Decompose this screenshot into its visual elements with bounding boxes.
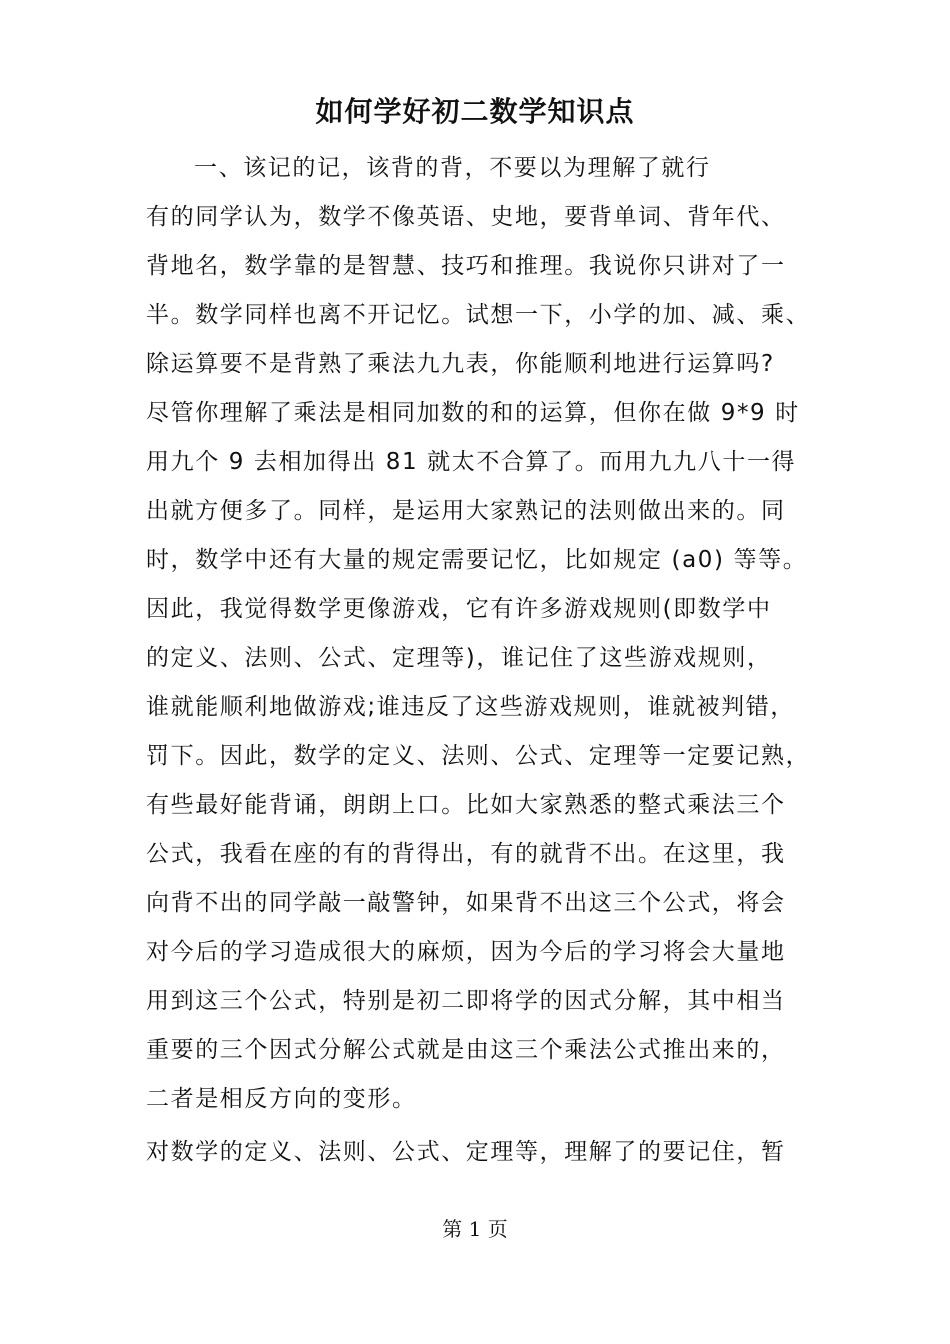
document-title: 如何学好初二数学知识点	[315, 95, 635, 128]
text-line: 重要的三个因式分解公式就是由这三个乘法公式推出来的，	[146, 1037, 786, 1063]
text-line: 向背不出的同学敲一敲警钟，如果背不出这三个公式，将会	[146, 890, 786, 916]
text-line: 半。数学同样也离不开记忆。试想一下，小学的加、减、乘、	[146, 302, 811, 328]
text-line: 二者是相反方向的变形。	[146, 1086, 417, 1112]
text-line: 有些最好能背诵，朗朗上口。比如大家熟悉的整式乘法三个	[146, 792, 786, 818]
text-line: 的定义、法则、公式、定理等)，谁记住了这些游戏规则，	[146, 645, 772, 671]
page-number: 第 1 页	[442, 1217, 508, 1241]
text-line: 对数学的定义、法则、公式、定理等，理解了的要记住，暂	[146, 1139, 786, 1165]
text-line: 时，数学中还有大量的规定需要记忆，比如规定 (a0) 等等。	[146, 547, 808, 573]
text-line: 用到这三个公式，特别是初二即将学的因式分解，其中相当	[146, 988, 786, 1014]
text-line: 除运算要不是背熟了乘法九九表，你能顺利地进行运算吗?	[146, 351, 775, 377]
section-heading: 一、该记的记，该背的背，不要以为理解了就行	[194, 155, 711, 181]
text-line: 因此，我觉得数学更像游戏，它有许多游戏规则(即数学中	[146, 596, 772, 622]
text-line: 有的同学认为，数学不像英语、史地，要背单词、背年代、	[146, 204, 786, 230]
text-line: 尽管你理解了乘法是相同加数的和的运算，但你在做 9*9 时	[146, 400, 800, 426]
text-line: 用九个 9 去相加得出 81 就太不合算了。而用九九八十一得	[146, 449, 797, 475]
text-line: 对今后的学习造成很大的麻烦，因为今后的学习将会大量地	[146, 939, 786, 965]
text-line: 罚下。因此，数学的定义、法则、公式、定理等一定要记熟，	[146, 743, 811, 769]
text-line: 公式，我看在座的有的背得出，有的就背不出。在这里，我	[146, 841, 786, 867]
text-line: 背地名，数学靠的是智慧、技巧和推理。我说你只讲对了一	[146, 253, 786, 279]
text-line: 出就方便多了。同样，是运用大家熟记的法则做出来的。同	[146, 498, 786, 524]
text-line: 谁就能顺利地做游戏;谁违反了这些游戏规则，谁就被判错，	[146, 694, 795, 720]
